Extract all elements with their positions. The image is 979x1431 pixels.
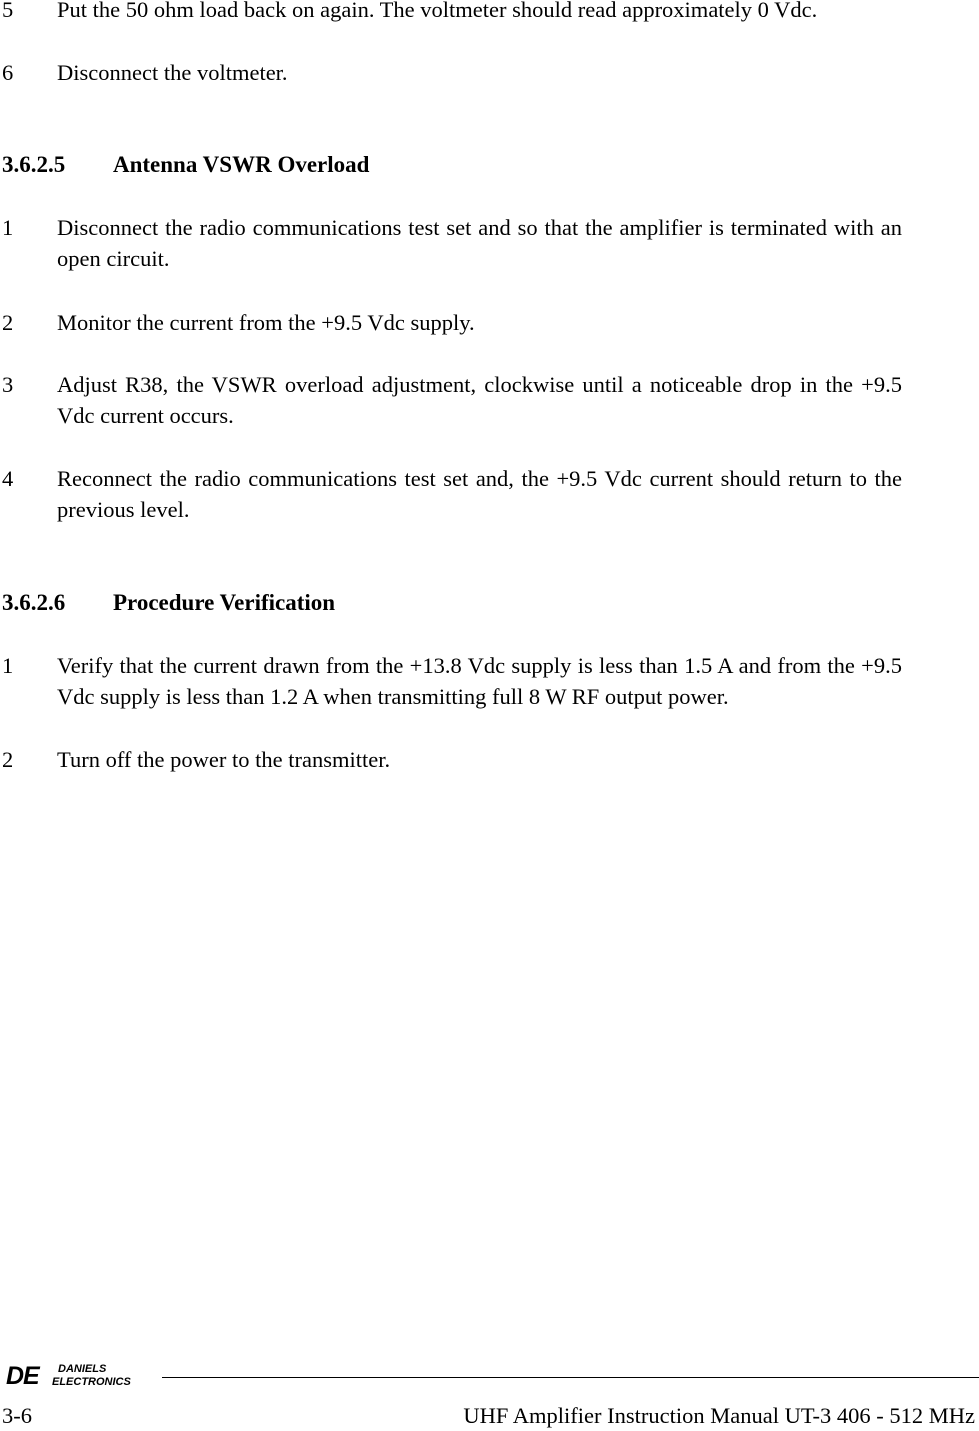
step-number: 2 [2, 310, 14, 335]
step-text: Monitor the current from the +9.5 Vdc supply. [57, 310, 475, 335]
step-text: Disconnect the radio communications test set and so that the amplifier is terminated with an open circuit. [57, 215, 902, 271]
footer-divider [162, 1377, 979, 1378]
logo-text-daniels: DANIELS [58, 1363, 107, 1375]
step-number: 6 [2, 60, 14, 85]
manual-title: UHF Amplifier Instruction Manual UT-3 406 - 512 MHz [463, 1403, 975, 1428]
page-number: 3-6 [2, 1403, 32, 1428]
logo-mark: DE [6, 1362, 39, 1390]
section-heading-verification [2, 587, 335, 618]
step-item [0, 369, 902, 431]
section-number: 3.6.2.5 [2, 152, 66, 177]
step-item [0, 650, 902, 712]
step-text: Disconnect the voltmeter. [57, 60, 288, 85]
step-number: 5 [2, 0, 14, 22]
section-number: 3.6.2.6 [2, 590, 66, 615]
logo-text-electronics: ELECTRONICS [52, 1376, 131, 1388]
section-heading-vswr [2, 149, 369, 180]
section-title: Procedure Verification [113, 590, 336, 615]
step-text: Adjust R38, the VSWR overload adjustment, clockwise until a noticeable drop in the +9.5 Vdc current occurs. [57, 372, 902, 428]
step-item [0, 0, 902, 25]
section-title: Antenna VSWR Overload [113, 152, 370, 177]
step-number: 1 [2, 653, 14, 678]
step-item [0, 307, 902, 338]
step-item [0, 57, 902, 88]
step-number: 1 [2, 215, 14, 240]
step-number: 3 [2, 372, 14, 397]
step-text: Turn off the power to the transmitter. [57, 747, 391, 772]
step-item [0, 463, 902, 525]
step-item [0, 744, 902, 775]
step-text: Verify that the current drawn from the +13.8 Vdc supply is less than 1.5 A and from the +9.5 Vdc supply is less than 1.2 A when transmitting full 8 W RF output power. [57, 653, 902, 709]
step-text: Reconnect the radio communications test set and, the +9.5 Vdc current should return to the previous level. [57, 466, 902, 522]
step-text: Put the 50 ohm load back on again. The voltmeter should read approximately 0 Vdc. [57, 0, 818, 22]
step-number: 2 [2, 747, 14, 772]
step-item [0, 212, 902, 274]
step-number: 4 [2, 466, 14, 491]
